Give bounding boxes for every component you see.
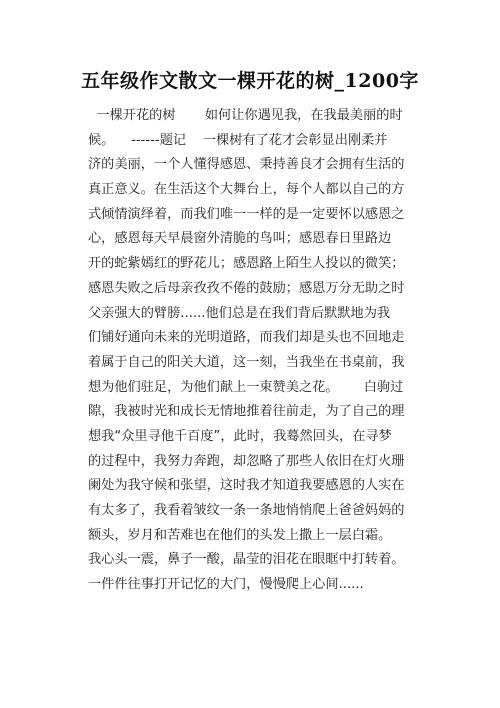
document-body — [88, 104, 423, 598]
body-line: 式倾情演绎着，而我们唯一一样的是一定要怀以感恩之 — [88, 206, 405, 222]
body-line: 额头，岁月和苦难也在他们的头发上撒上一层白霜。 — [88, 527, 392, 543]
body-line: 一棵开花的树 如何让你遇见我，在我最美丽的时 — [88, 108, 403, 123]
body-line: 候。 ------题记 一棵树有了花才会彰显出刚柔并 — [88, 132, 388, 148]
body-line: 想我“众里寻他千百度”，此时，我蓦然回头，在寻梦 — [88, 428, 392, 444]
document-title: 五年级作文散文一棵开花的树_1200字 — [81, 70, 419, 92]
body-line: 隙，我被时光和成长无情地推着往前走，为了自己的理 — [88, 404, 405, 420]
body-line: 我心头一震，鼻子一酸，晶莹的泪花在眼眶中打转着。 — [88, 552, 405, 568]
body-line: 真正意义。在生活这个大舞台上，每个人都以自己的方 — [88, 182, 405, 198]
body-line: 想为他们驻足，为他们献上一束赞美之花。 白驹过 — [88, 379, 404, 395]
body-line: 着属于自己的阳关大道，这一刻，当我坐在书桌前，我 — [88, 354, 405, 370]
body-line: 有太多了，我看着皱纹一条一条地悄悄爬上爸爸妈妈的 — [88, 503, 405, 518]
body-line: 济的美丽，一个人懂得感恩、秉持善良才会拥有生活的 — [88, 157, 405, 173]
body-line: 们铺好通向未来的光明道路，而我们却是头也不回地走 — [88, 330, 405, 346]
body-line: 的过程中，我努力奔跑，却忽略了那些人依旧在灯火珊 — [88, 453, 405, 469]
body-line: 父亲强大的臂膀......他们总是在我们背后默默地为我 — [88, 305, 391, 321]
body-line: 开的蛇紫嫣红的野花儿；感恩路上陌生人投以的微笑； — [88, 256, 405, 272]
body-line: 感恩失败之后母亲孜孜不倦的鼓励；感恩万分无助之时 — [88, 280, 405, 296]
body-line: 一件件往事打开记忆的大门，慢慢爬上心间...... — [88, 577, 364, 593]
body-line: 心，感恩每天早晨窗外清脆的鸟叫；感恩春日里路边 — [88, 231, 392, 247]
body-line: 阑处为我守候和张望，这时我才知道我要感恩的人实在 — [88, 478, 405, 494]
